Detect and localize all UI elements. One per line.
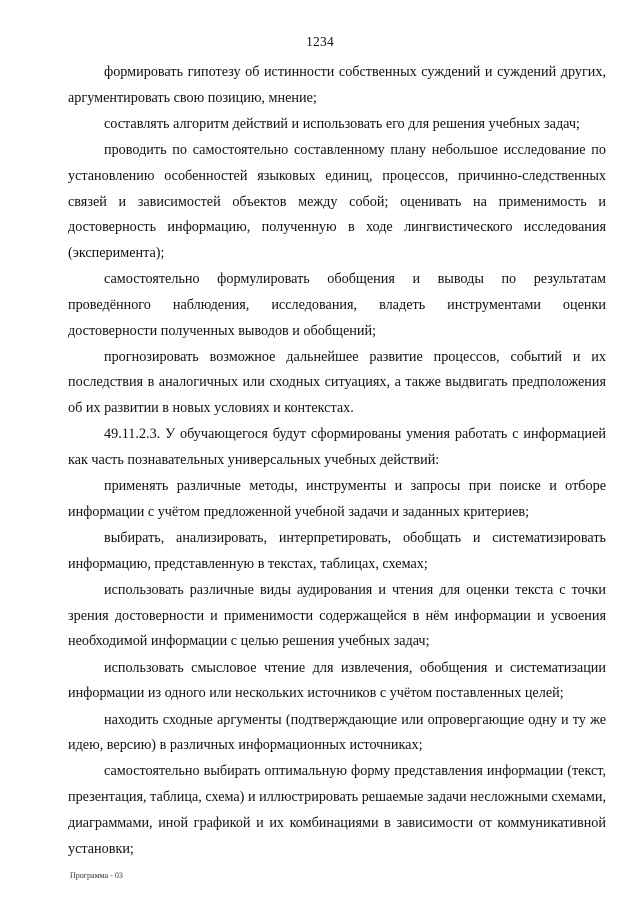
- document-body: [68, 60, 606, 862]
- footer-label: Программа - 03: [70, 871, 123, 880]
- page-number: 1234: [306, 34, 334, 49]
- paragraph: проводить по самостоятельно составленному плану небольшое исследование по установлению особенностей языковых единиц, процессов, причинно-следственных связей и зависимостей объектов между собой; оценивать на применимость и достоверность информацию, полученную в ходе лингвистического исследования (эксперимента);: [68, 142, 606, 261]
- paragraph: выбирать, анализировать, интерпретировать, обобщать и систематизировать информацию, представленную в текстах, таблицах, схемах;: [68, 530, 606, 572]
- paragraph: применять различные методы, инструменты и запросы при поиске и отборе информации с учётом предложенной учебной задачи и заданных критериев;: [68, 478, 606, 520]
- section-paragraph: 49.11.2.3. У обучающегося будут сформированы умения работать с информацией как часть познавательных универсальных учебных действий:: [68, 426, 606, 469]
- paragraph: самостоятельно формулировать обобщения и выводы по результатам проведённого наблюдения, исследования, владеть инструментами оценки достоверности полученных выводов и обобщений;: [68, 271, 606, 339]
- paragraph: прогнозировать возможное дальнейшее развитие процессов, событий и их последствия в аналогичных или сходных ситуациях, а также выдвигать предположения об их развитии в новых условиях и контекстах.: [68, 348, 606, 417]
- paragraph: формировать гипотезу об истинности собственных суждений и суждений других, аргументировать свою позицию, мнение;: [68, 64, 606, 106]
- paragraph: самостоятельно выбирать оптимальную форму представления информации (текст, презентация, таблица, схема) и иллюстрировать решаемые задачи несложными схемами, диаграммами, иной графикой и их комбинациями в зависимости от коммуникативной установки;: [68, 763, 606, 857]
- paragraph: использовать различные виды аудирования и чтения для оценки текста с точки зрения достоверности и применимости содержащейся в нём информации и усвоения необходимой информации с целью решения учебных задач;: [68, 582, 606, 650]
- paragraph: находить сходные аргументы (подтверждающие или опровергающие одну и ту же идею, версию) в различных информационных источниках;: [68, 711, 606, 754]
- paragraph: использовать смысловое чтение для извлечения, обобщения и систематизации информации из одного или нескольких источников с учётом поставленных целей;: [68, 659, 606, 702]
- paragraph: составлять алгоритм действий и использовать его для решения учебных задач;: [104, 115, 580, 132]
